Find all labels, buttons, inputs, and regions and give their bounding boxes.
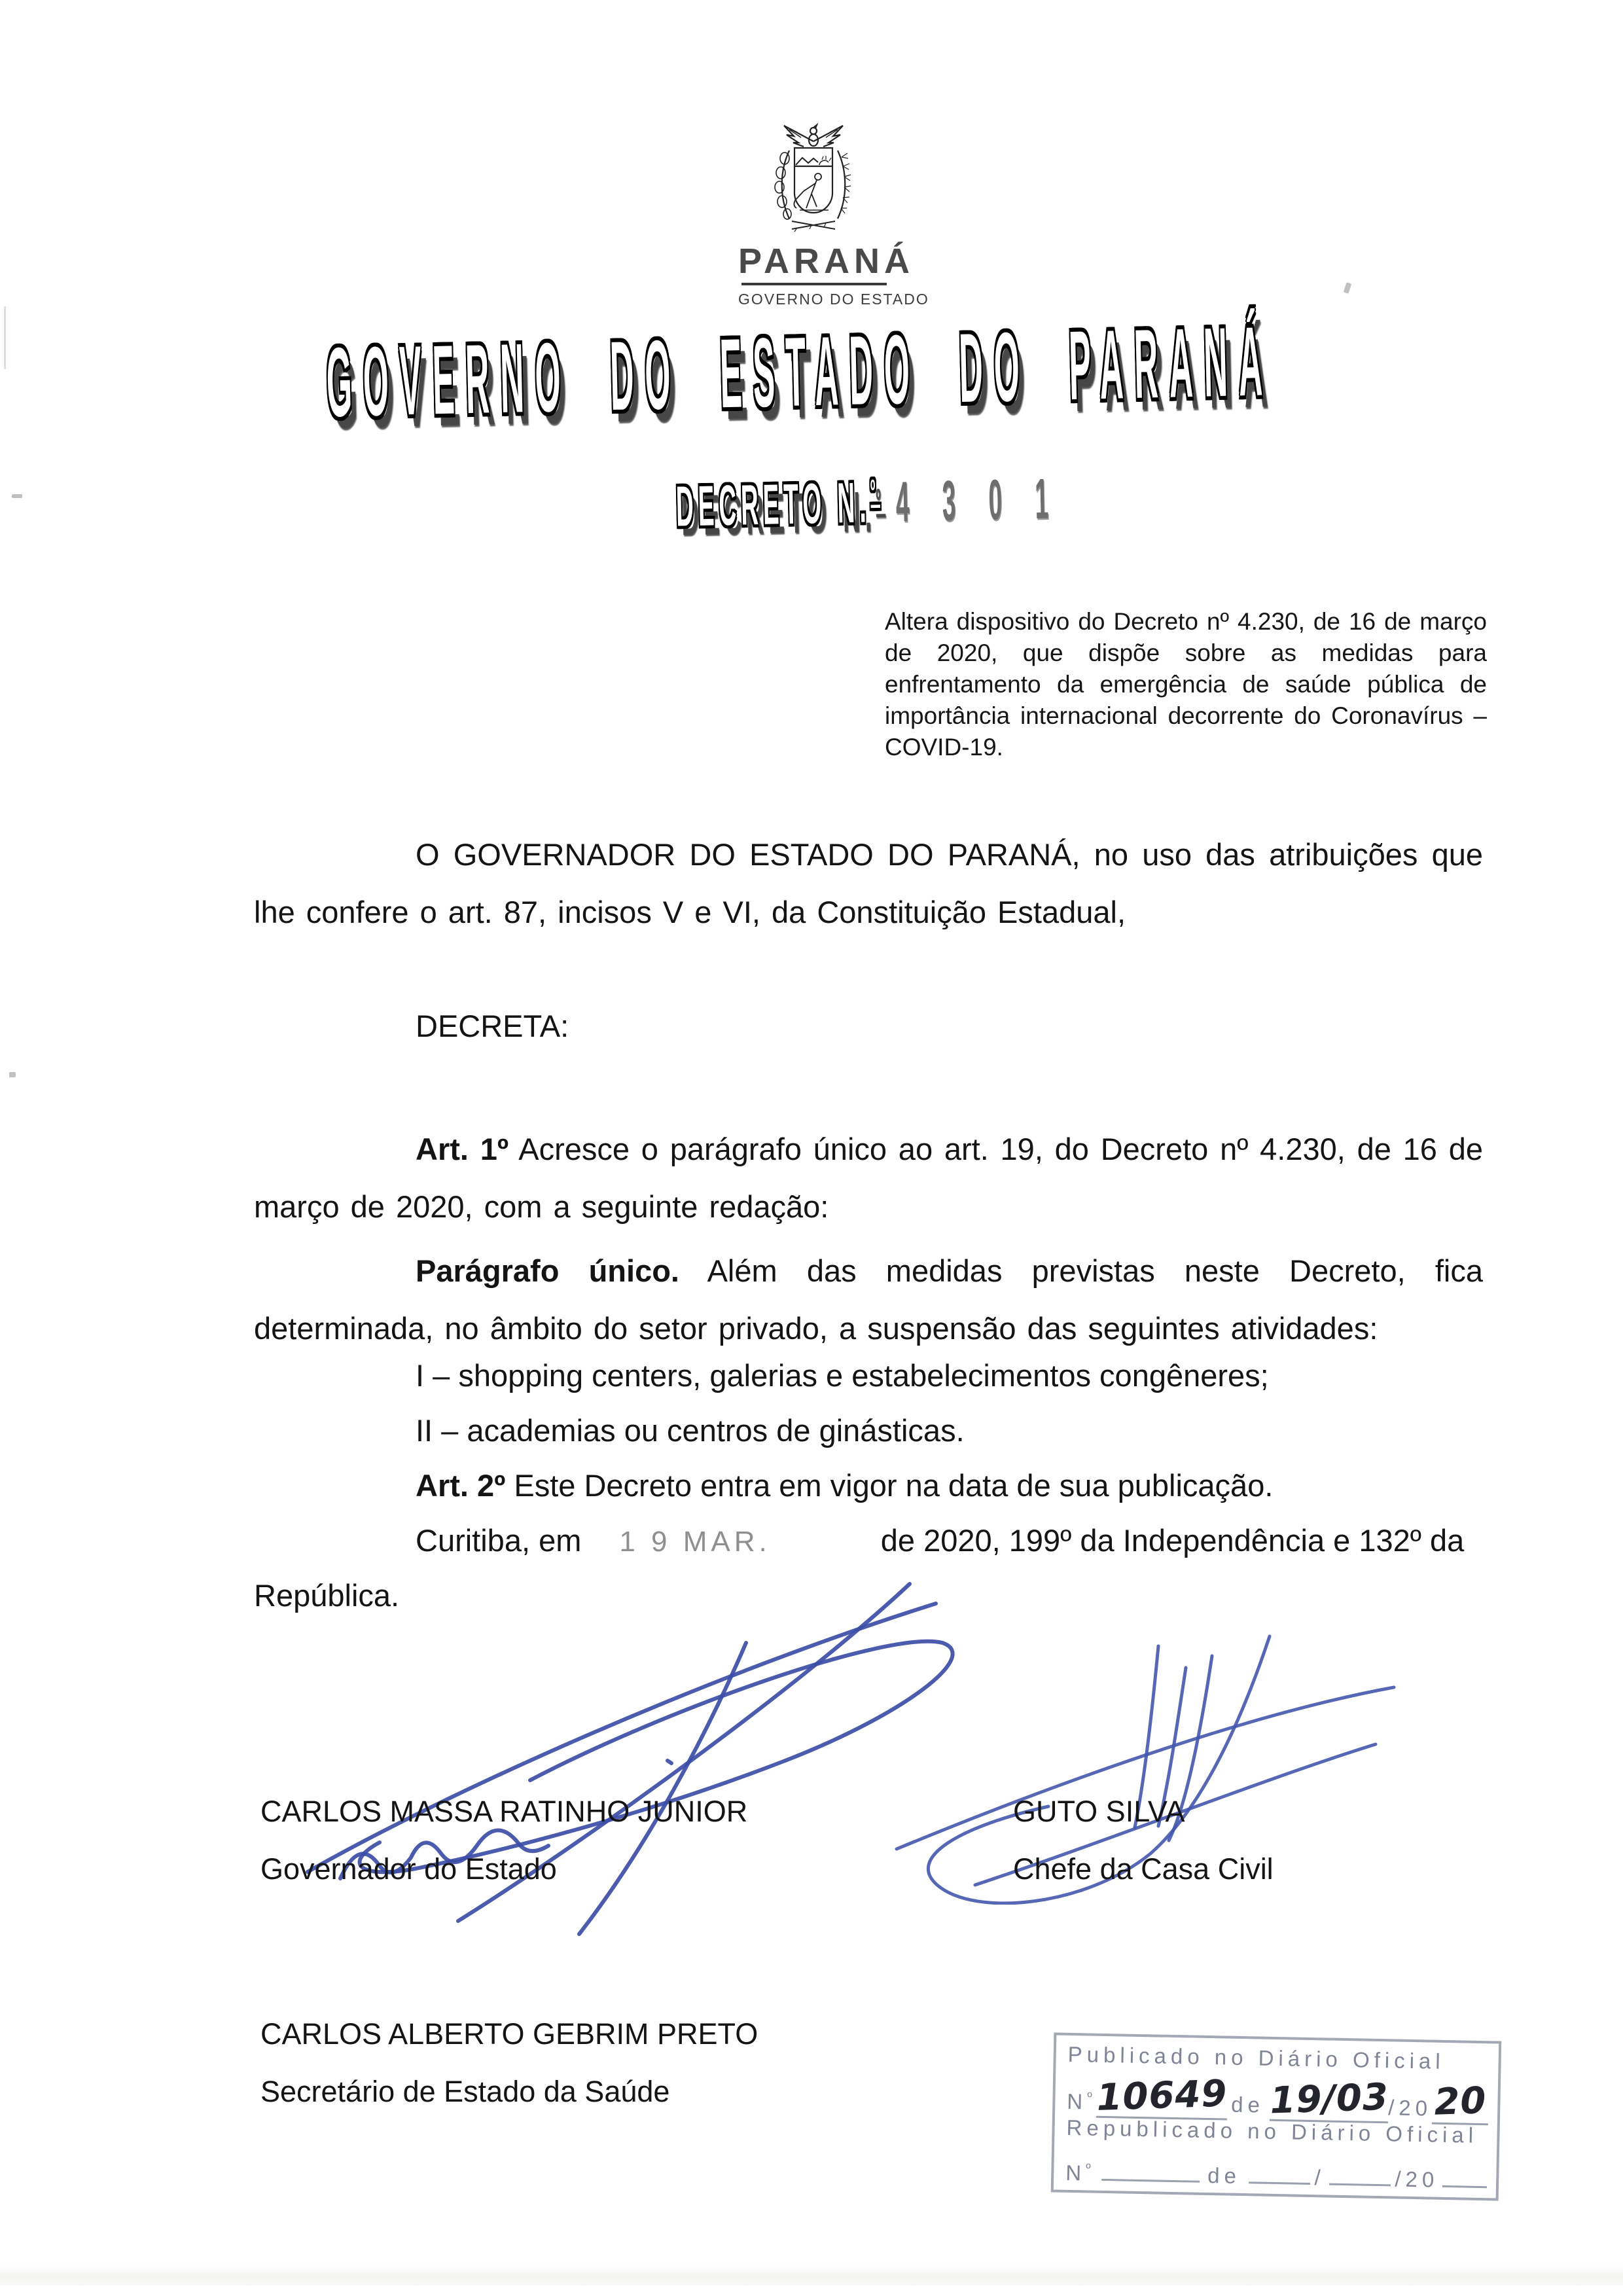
paragrafo-unico-text: Além das medidas previstas neste Decreto, fica determinada, no âmbito do setor privado, a suspensão das seguintes atividades: [254,1253,1483,1346]
pubstamp-line1: Publicado no Diário Oficial [1067,2041,1446,2073]
scan-speck [12,494,22,498]
scan-bottom-strip [0,2266,1623,2286]
republica-line: República. [254,1578,400,1613]
pubstamp-no-label: $N^º$ [1067,2089,1097,2114]
article-2-lead: Art. 2º [416,1468,506,1503]
pubstamp-line3: Republicado no Diário Oficial [1066,2115,1478,2147]
article-1-lead: Art. 1º [416,1132,509,1166]
decreta-label: DECRETA: [416,1009,569,1043]
coat-of-arms [758,119,869,245]
paragrafo-unico-lead: Parágrafo único. [416,1253,679,1288]
article-2-text: Este Decreto entra em vigor na data de sua publicação. [505,1468,1274,1503]
chief-role: Chefe da Casa Civil [1013,1852,1274,1886]
logo-wordmark: PARANÁ [738,242,914,281]
governor-role: Governador do Estado [260,1852,557,1886]
paragrafo-unico [254,1242,1483,1357]
date-line [254,1521,1464,1562]
blank-year [1442,2159,1488,2188]
date-stamp: 1 9 MAR. [619,1526,771,1558]
logo-subtitle: GOVERNO DO ESTADO [738,291,929,308]
item-2-text: II – academias ou centros de ginásticas. [416,1413,965,1448]
publication-stamp [1051,2032,1502,2200]
date-prefix: Curitiba, em [416,1523,582,1558]
decree-label: DECRETO N. [675,471,872,539]
secretary-name: CARLOS ALBERTO GEBRIM PRETO [260,2017,758,2051]
decreta [254,1007,569,1046]
scan-speck [1344,282,1352,294]
publication-date-handwritten: 19/03 [1269,2075,1389,2123]
governor-name: CARLOS MASSA RATINHO JUNIOR [260,1795,748,1828]
pubstamp-year-prefix: /20 [1387,2095,1433,2121]
stamp-title: GOVERNO DO ESTADO DO PARANÁ [325,306,1275,438]
pubstamp-year2-prefix: /20 [1395,2166,1439,2192]
logo-rule [741,283,887,285]
pubstamp-no2-label: $N^º$ [1065,2160,1096,2185]
pubstamp-line2 [1067,2072,1489,2124]
pubstamp-slash: / [1314,2165,1326,2190]
pubstamp-de2-label: de [1207,2163,1241,2188]
ementa: Altera dispositivo do Decreto nº 4.230, de 16 de março de 2020, que dispõe sobre as medidas para enfrentamento da emergência de saúde pública de importância internacional decorrente do Coronavírus – COVID-19. [885,608,1487,761]
pubstamp-de-label: de [1230,2092,1265,2117]
article-1-text: Acresce o parágrafo único ao art. 19, do Decreto nº 4.230, de 16 de março de 2020, com a seguinte redação: [254,1132,1483,1224]
decree-ordinal: º [870,475,881,509]
item-2 [254,1411,965,1450]
blank-month [1329,2157,1391,2187]
item-1 [254,1356,1269,1395]
preamble: O GOVERNADOR DO ESTADO DO PARANÁ, no uso das atribuições que lhe confere o art. 87, incisos V e VI, da Constituição Estadual, [254,837,1483,929]
blank-day [1249,2155,1311,2185]
pubstamp-line4 [1065,2152,1488,2197]
publication-year-handwritten: 20 [1432,2086,1489,2126]
decree-number-stamp [675,467,1062,540]
secretary-role: Secretário de Estado da Saúde [260,2075,670,2108]
date-suffix: de 2020, 199º da Independência e 132º da [880,1523,1465,1558]
governor-signature [249,1564,982,1944]
article-1 [254,1121,1483,1236]
publication-number-handwritten: 10649 [1096,2072,1228,2119]
chief-name: GUTO SILVA [1013,1795,1185,1828]
scan-edge-artifact [4,306,6,369]
article-2 [254,1466,1273,1505]
item-1-text: I – shopping centers, galerias e estabelecimentos congêneres; [416,1358,1269,1393]
scan-speck [9,1072,16,1077]
decree-number: 4 3 0 1 [895,467,1062,534]
blank-number [1101,2153,1200,2183]
